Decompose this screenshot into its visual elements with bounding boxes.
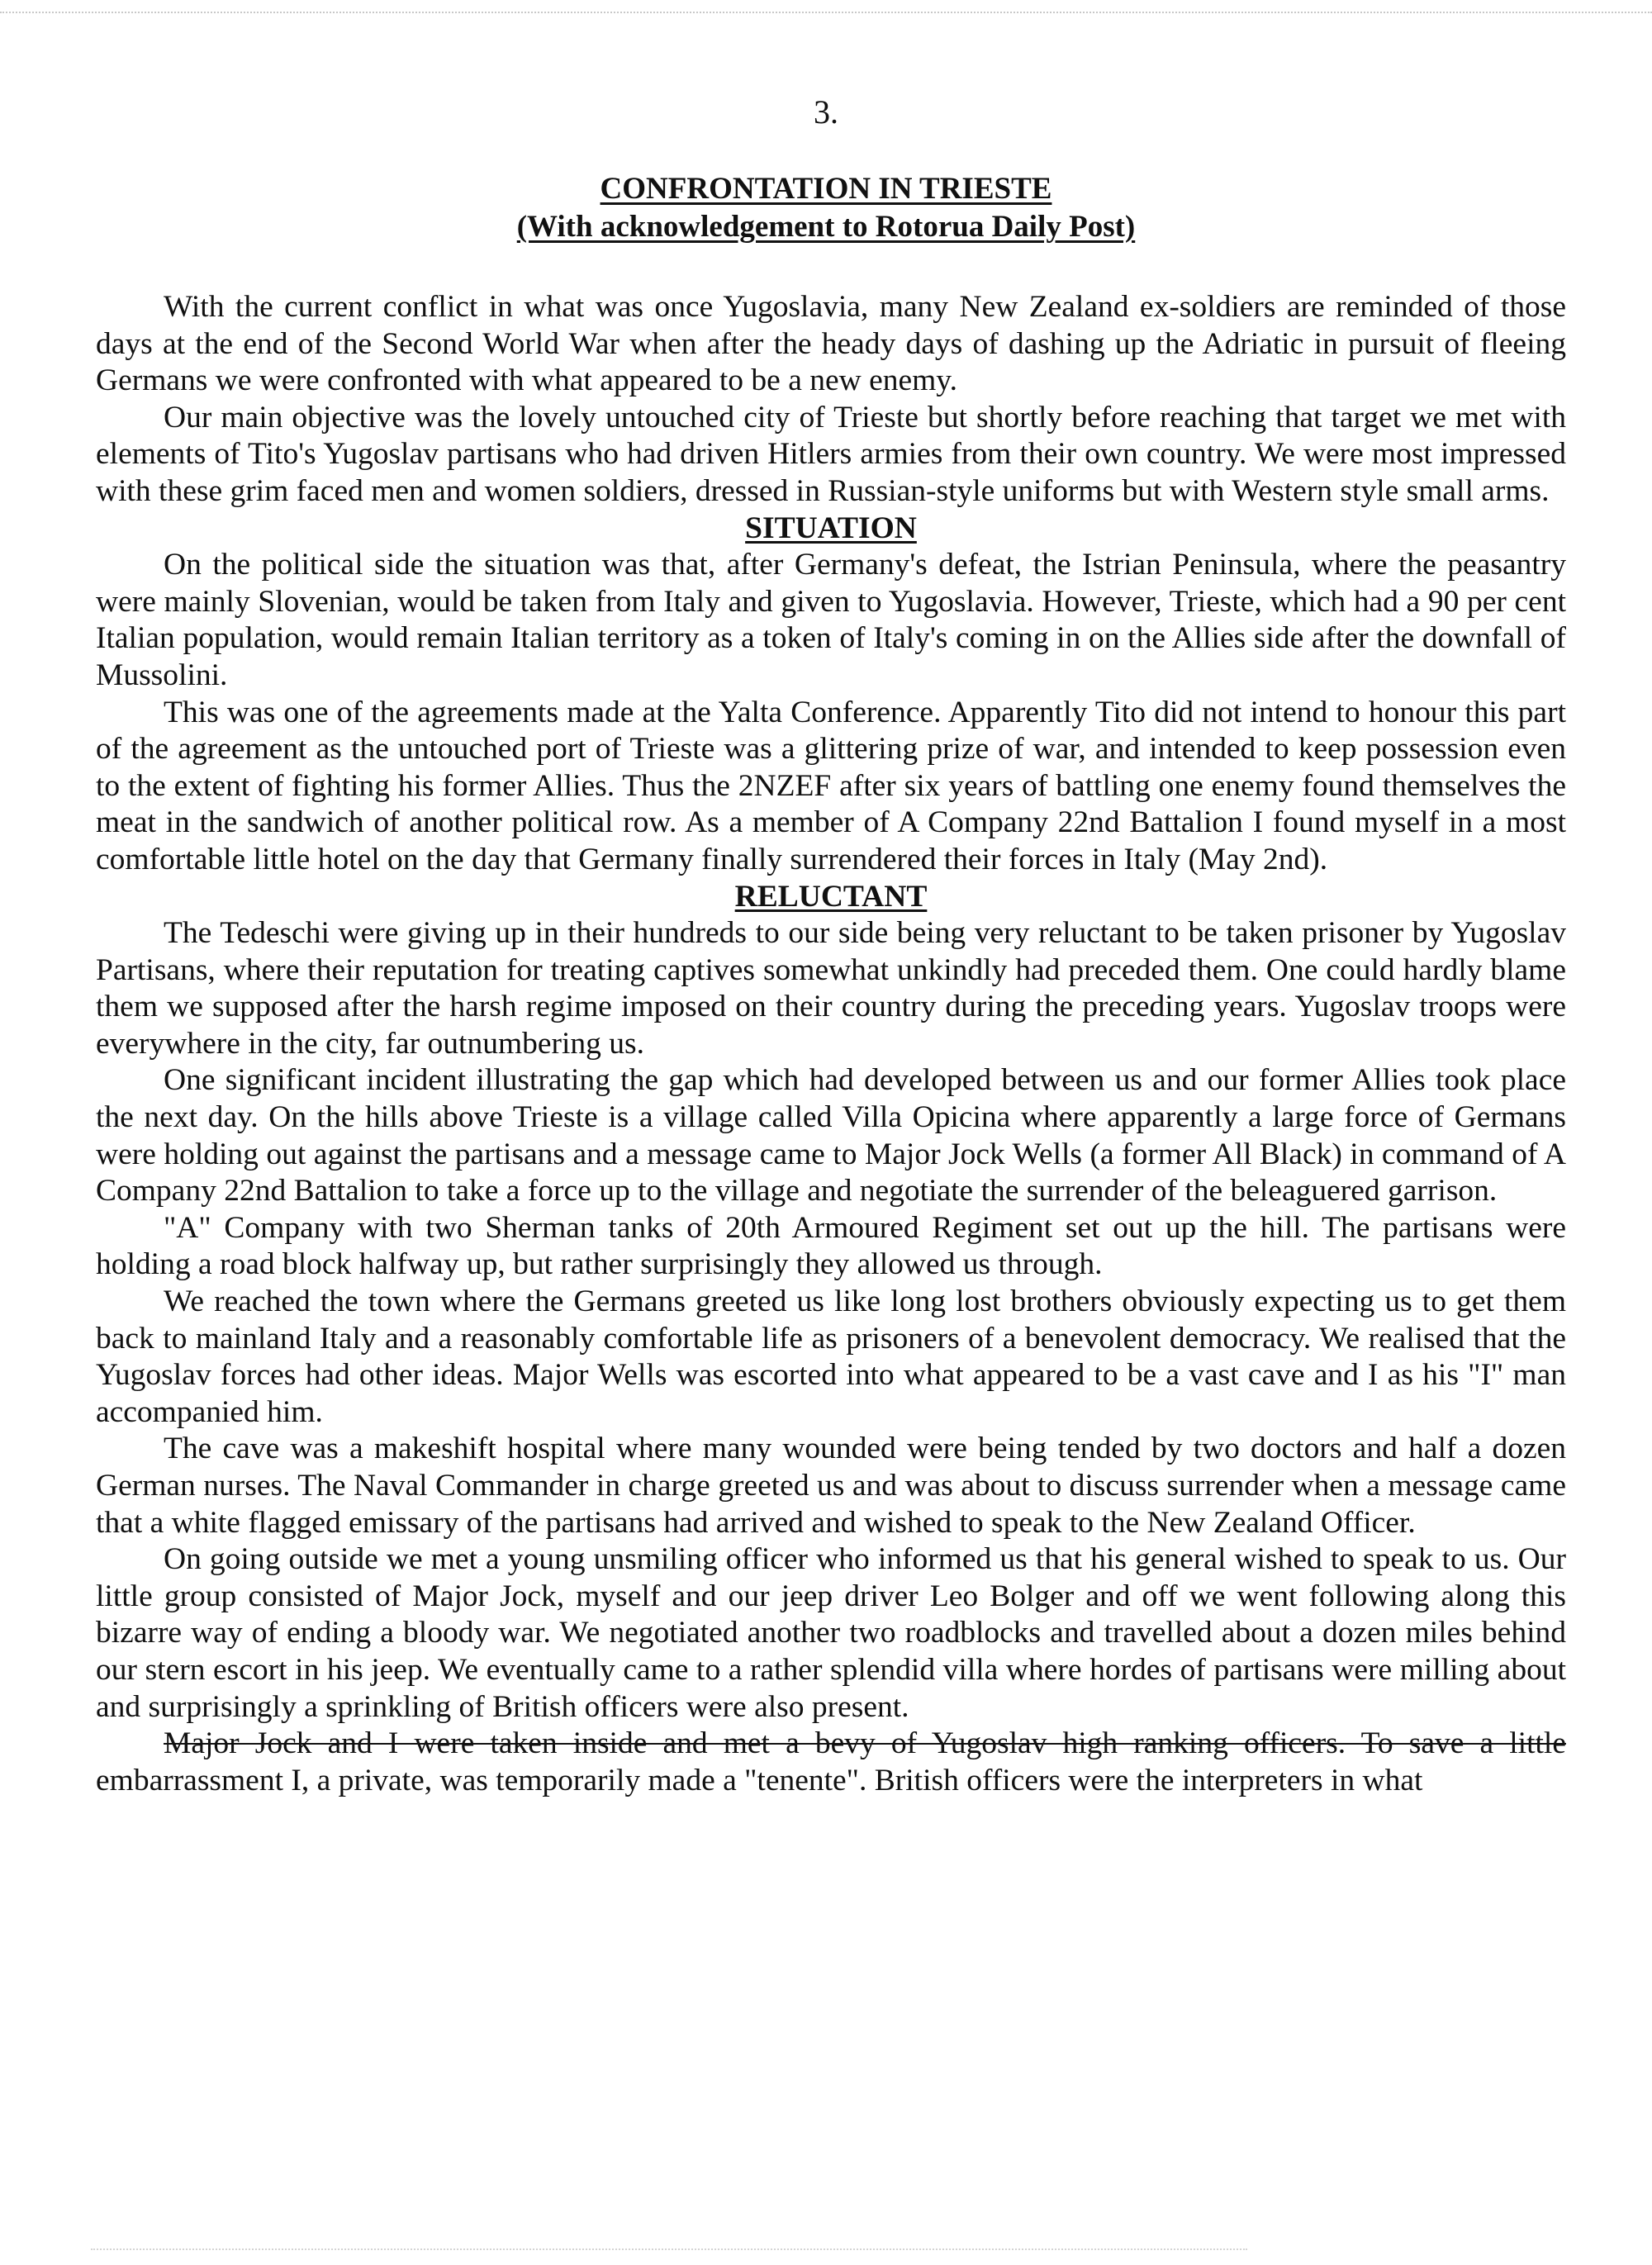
paragraph-4: This was one of the agreements made at the Yalta Conference. Apparently Tito did not intend to honour this part of the agreement as the untouched port of Trieste was a glittering prize of war, and intended to keep possession even to the extent of fighting his former Allies. Thus the 2NZEF after six years of battling one enemy found themselves the meat in the sandwich of another political row. As a member of A Company 22nd Battalion I found myself in a most comfortable little hotel on the day that Germany finally surrendered their forces in Italy (May 2nd). xyxy=(96,695,1566,876)
paragraph-11 xyxy=(96,1726,1566,1799)
paragraph-7: "A" Company with two Sherman tanks of 20th Armoured Regiment set out up the hill. The partisans were holding a road block halfway up, but rather surprisingly they allowed us through. xyxy=(96,1210,1566,1282)
article-body xyxy=(96,289,1566,1799)
scan-edge-top xyxy=(0,12,1652,13)
scan-edge-bottom xyxy=(91,2248,1247,2250)
title-block xyxy=(0,170,1652,246)
paragraph-9: The cave was a makeshift hospital where many wounded were being tended by two doctors and half a dozen German nurses. The Naval Commander in charge greeted us and was about to discuss surrender when a message came that a white flagged emissary of the partisans had arrived and wished to speak to the New Zealand Officer. xyxy=(96,1432,1566,1540)
heading-reluctant: RELUCTANT xyxy=(734,879,928,914)
heading-situation: SITUATION xyxy=(745,510,917,545)
article-title: CONFRONTATION IN TRIESTE xyxy=(600,172,1052,206)
paragraph-1: With the current conflict in what was once Yugoslavia, many New Zealand ex-soldiers are reminded of those days at the end of the Second World War when after the heady days of dashing up the Adriatic in pursuit of fleeing Germans we were confronted with what appeared to be a new enemy. xyxy=(96,290,1566,398)
paragraph-3: On the political side the situation was that, after Germany's defeat, the Istrian Peninsula, where the peasantry were mainly Slovenian, would be taken from Italy and given to Yugoslavia. However, Trieste, which had a 90 per cent Italian population, would remain Italian territory as a token of Italy's coming in on the Allies side after the downfall of Mussolini. xyxy=(96,548,1566,692)
paragraph-10: On going outside we met a young unsmiling officer who informed us that his general wished to speak to us. Our little group consisted of Major Jock, myself and our jeep driver Leo Bolger and off we went following along this bizarre way of ending a bloody war. We negotiated another two roadblocks and travelled about a dozen miles behind our stern escort in his jeep. We eventually came to a rather splendid villa where hordes of partisans were milling about and surprisingly a sprinkling of British officers were also present. xyxy=(96,1542,1566,1724)
article-subtitle: (With acknowledgement to Rotorua Daily Post) xyxy=(516,210,1136,244)
paragraph-11-continuation: embarrassment I, a private, was temporarily made a "tenente". British officers were the interpreters in what xyxy=(96,1763,1423,1797)
paragraph-5: The Tedeschi were giving up in their hundreds to our side being very reluctant to be taken prisoner by Yugoslav Partisans, where their reputation for treating captives somewhat unkindly had preceded them. One could hardly blame them we supposed after the harsh regime imposed on their country during the preceding years. Yugoslav troops were everywhere in the city, far outnumbering us. xyxy=(96,916,1566,1061)
paragraph-2: Our main objective was the lovely untouched city of Trieste but shortly before reaching that target we met with elements of Tito's Yugoslav partisans who had driven Hitlers armies from their own country. We were most impressed with these grim faced men and women soldiers, dressed in Russian-style uniforms but with Western style small arms. xyxy=(96,400,1566,508)
page-number: 3. xyxy=(814,93,838,131)
struck-through-text: Major Jock and I were taken inside and met a bevy of Yugoslav high ranking officers. To save a little xyxy=(164,1726,1566,1761)
paragraph-6: One significant incident illustrating the gap which had developed between us and our former Allies took place the next day. On the hills above Trieste is a village called Villa Opicina where apparently a large force of Germans were holding out against the partisans and a message came to Major Jock Wells (a former All Black) in command of A Company 22nd Battalion to take a force up to the village and negotiate the surrender of the beleaguered garrison. xyxy=(96,1063,1566,1208)
paragraph-8: We reached the town where the Germans greeted us like long lost brothers obviously expecting us to get them back to mainland Italy and a reasonably comfortable life as prisoners of a benevolent democracy. We realised that the Yugoslav forces had other ideas. Major Wells was escorted into what appeared to be a vast cave and I as his "I" man accompanied him. xyxy=(96,1284,1566,1429)
